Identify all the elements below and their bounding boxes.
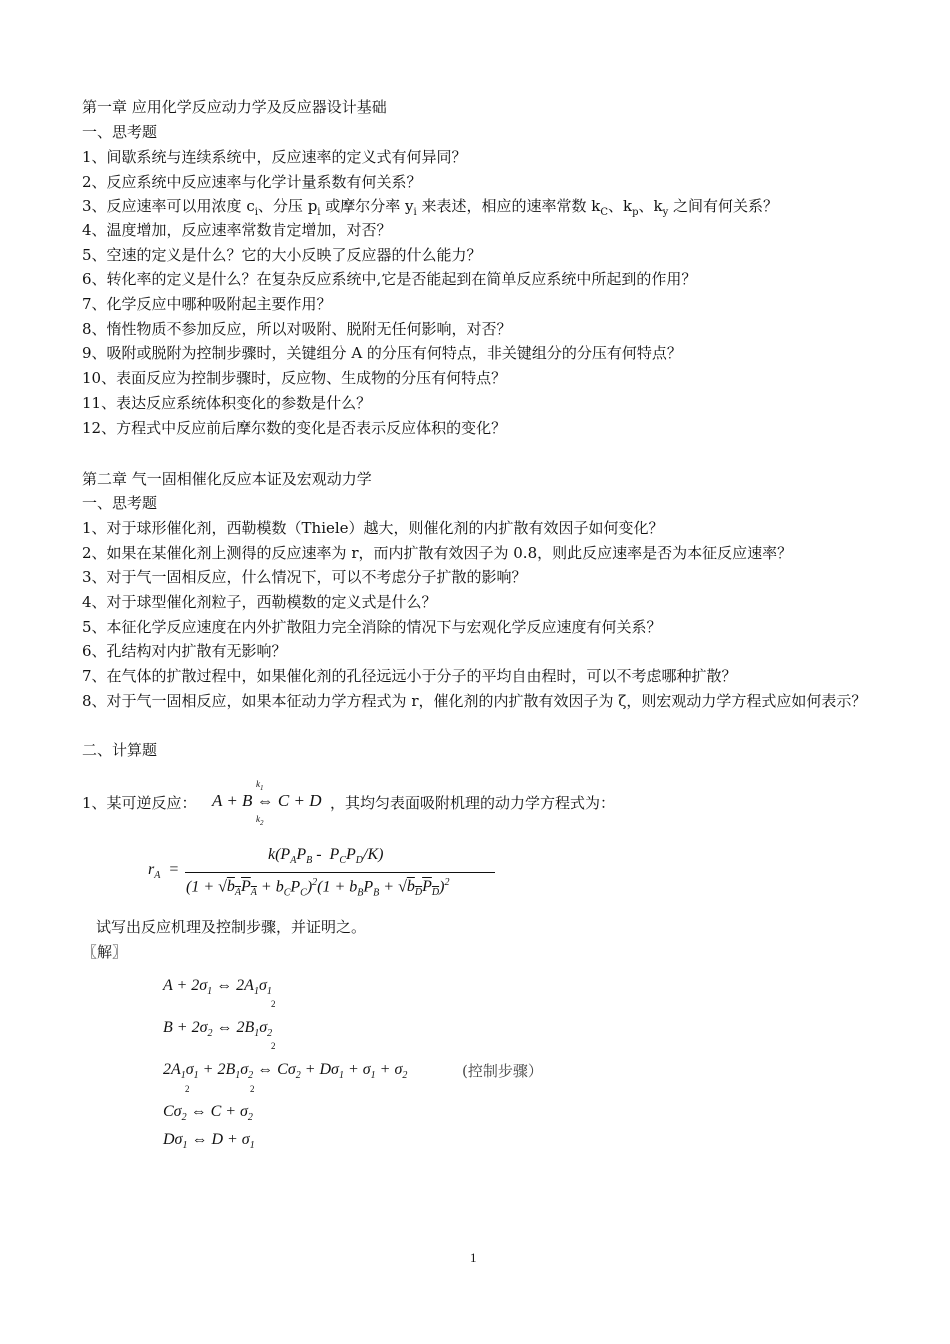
mechanism-step-2: $B + 2\sigma_2$ ⇔ $2B_1\sigma_2$: [163, 1019, 273, 1040]
problem1-intro: 1、某可逆反应：: [82, 794, 197, 812]
chapter1-q4: 4、温度增加，反应速率常数肯定增加，对否？: [82, 221, 392, 239]
chapter1-q9: 9、吸附或脱附为控制步骤时，关键组分 A 的分压有何特点，非关键组分的分压有何特点？: [82, 344, 682, 362]
control-step-label: (控制步骤）: [462, 1062, 543, 1080]
rate-constant-k2: $k_2$: [256, 814, 264, 827]
problem1-mechanism-text: ，其均匀表面吸附机理的动力学方程式为：: [330, 794, 616, 812]
rate-constant-k1: $k_1$: [256, 779, 264, 792]
chapter1-q3: 3、反应速率可以用浓度 $c_i$、分压 $p_i$ 或摩尔分率 $y_i$ 来表述，相应的速率常数 $k_C$、$k_p$、$k_y$ 之间有何关系？: [82, 197, 779, 218]
mechanism-step-3: $2A_1\sigma_1 + 2B_1\sigma_2$ ⇔ $C\sigma_2 + D\sigma_1 + \sigma_1 + \sigma_2$: [163, 1061, 408, 1082]
problem1-task: 试写出反应机理及控制步骤，并证明之。: [96, 918, 367, 936]
chapter2-q5: 5、本征化学反应速度在内外扩散阻力完全消除的情况下与宏观化学反应速度有何关系？: [82, 618, 662, 636]
chapter1-q1: 1、间歇系统与连续系统中，反应速率的定义式有何异同？: [82, 148, 467, 166]
chapter1-q10: 10、表面反应为控制步骤时，反应物、生成物的分压有何特点？: [82, 369, 507, 387]
rate-lhs: $r_A$ =: [148, 861, 180, 882]
chapter1-q7: 7、化学反应中哪种吸附起主要作用？: [82, 295, 332, 313]
step1-half: 2: [271, 999, 276, 1009]
mechanism-step-1: $A + 2\sigma_1$ ⇔ $2A_1\sigma_1$: [163, 977, 272, 998]
chapter2-section2: 二、计算题: [82, 741, 158, 759]
chapter2-section1: 一、思考题: [82, 494, 158, 512]
chapter2-title: 第二章 气一固相催化反应本证及宏观动力学: [82, 470, 372, 488]
chapter1-q5: 5、空速的定义是什么？它的大小反映了反应器的什么能力？: [82, 246, 482, 264]
fraction-bar: [185, 872, 495, 873]
chapter1-q12: 12、方程式中反应前后摩尔数的变化是否表示反应体积的变化？: [82, 419, 507, 437]
mechanism-step-4: $C\sigma_2$ ⇔ $C + \sigma_2$: [163, 1103, 253, 1124]
chapter2-q1: 1、对于球形催化剂，西勒模数（Thiele）越大，则催化剂的内扩散有效因子如何变化？: [82, 519, 664, 537]
step3-half-a: 2: [185, 1084, 190, 1094]
step2-half: 2: [271, 1041, 276, 1051]
step3-half-b: 2: [250, 1084, 255, 1094]
mechanism-step-5: $D\sigma_1$ ⇔ $D + \sigma_1$: [163, 1131, 255, 1152]
reaction-equation: A + B ⇔ C + D: [212, 791, 322, 810]
chapter1-section: 一、思考题: [82, 123, 158, 141]
rate-denominator: $(1 + √b_AP_A + b_CP_C)^2(1 + b_BP_B + √b_DP_D)^2$: [186, 877, 450, 899]
chapter1-q6: 6、转化率的定义是什么？在复杂反应系统中,它是否能起到在简单反应系统中所起到的作用？: [82, 270, 697, 288]
chapter2-q3: 3、对于气一固相反应，什么情况下，可以不考虑分子扩散的影响？: [82, 568, 527, 586]
chapter2-q6: 6、孔结构对内扩散有无影响？: [82, 642, 287, 660]
chapter1-title: 第一章 应用化学反应动力学及反应器设计基础: [82, 98, 387, 116]
chapter2-q7: 7、在气体的扩散过程中，如果催化剂的孔径远远小于分子的平均自由程时，可以不考虑哪种扩散？: [82, 667, 737, 685]
page-number: 1: [470, 1250, 477, 1265]
chapter2-q4: 4、对于球型催化剂粒子，西勒模数的定义式是什么？: [82, 593, 437, 611]
solution-label: 〖解〗: [82, 943, 128, 961]
chapter2-q8: 8、对于气一固相反应，如果本征动力学方程式为 r，催化剂的内扩散有效因子为 ζ，则宏观动力学方程式应如何表示？: [82, 692, 867, 710]
chapter1-q8: 8、惰性物质不参加反应，所以对吸附、脱附无任何影响，对否？: [82, 320, 512, 338]
chapter1-q2: 2、反应系统中反应速率与化学计量系数有何关系？: [82, 173, 422, 191]
rate-numerator: $k(P_AP_B - P_CP_D/K)$: [268, 846, 384, 867]
chapter2-q2: 2、如果在某催化剂上测得的反应速率为 r，而内扩散有效因子为 0.8，则此反应速率是否为本征反应速率？: [82, 544, 793, 562]
chapter1-q11: 11、表达反应系统体积变化的参数是什么？: [82, 394, 372, 412]
